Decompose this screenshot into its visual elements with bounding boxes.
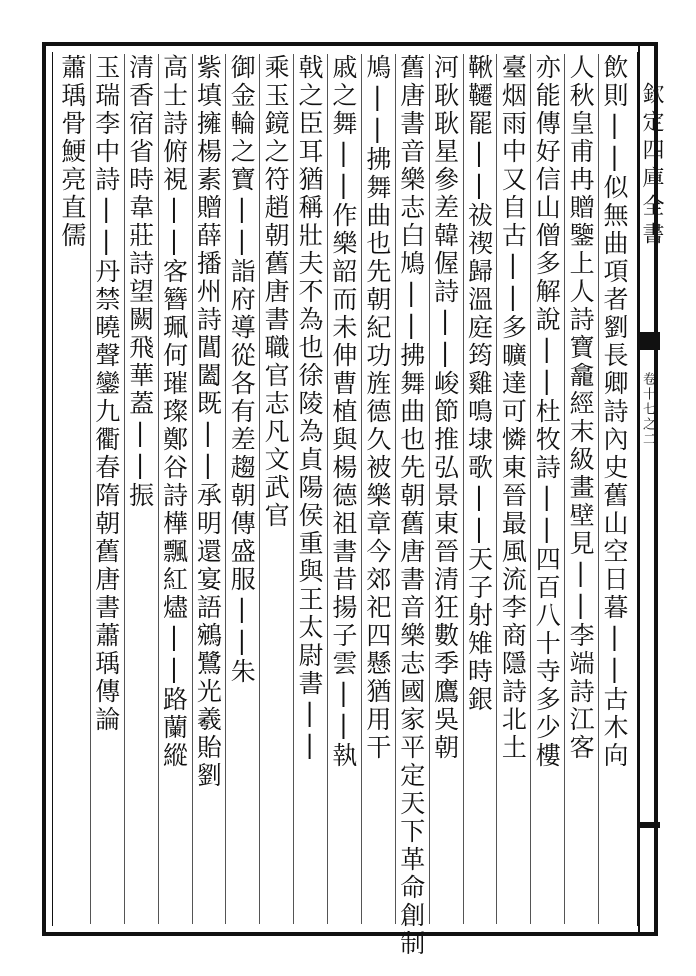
column-rule bbox=[429, 54, 430, 924]
column-rule bbox=[90, 54, 91, 924]
text-column: 戚之舞||作樂韶而未伸曹植與楊德祖書昔揚子雲||執 bbox=[328, 54, 358, 770]
column-rule bbox=[395, 54, 396, 924]
spine-mark-lower bbox=[640, 822, 660, 828]
text-column: 戟之臣耳猶稱壯夫不為也徐陵為貞陽侯重與王太尉書|| bbox=[295, 54, 325, 762]
text-column: 清香宿省時韋莊詩望闕飛華蓋||振 bbox=[125, 54, 155, 510]
text-column: 河耿耿星參差韓偓詩||峻節推弘景東晉清狂數季鷹吳朝 bbox=[430, 54, 460, 762]
column-rule bbox=[158, 54, 159, 924]
spine bbox=[638, 42, 664, 936]
text-column: 乘玉鏡之符趙朝舊唐書職官志凡文武官 bbox=[261, 54, 291, 530]
column-rule bbox=[496, 54, 497, 924]
text-column: 亦能傳好信山僧多解說||杜牧詩||四百八十寺多少樓 bbox=[532, 54, 562, 770]
column-rule bbox=[192, 54, 193, 924]
text-column: 飲則||似無曲項者劉長卿詩內史舊山空日暮||古木向 bbox=[599, 54, 629, 770]
column-rule bbox=[293, 54, 294, 924]
column-rule bbox=[530, 54, 531, 924]
volume-label: 卷十七之二 bbox=[640, 372, 655, 447]
column-rule bbox=[564, 54, 565, 924]
text-column: 高士詩俯視||客簪珮何璀璨鄭谷詩樺飄紅燼||路蘭縱 bbox=[159, 54, 189, 770]
column-rule bbox=[463, 54, 464, 924]
text-column: 蕭瑀骨鯁亮直儒 bbox=[57, 54, 87, 250]
text-column: 鞦韆罷||祓禊歸溫庭筠雞鳴埭歌||天子射雉時銀 bbox=[464, 54, 494, 714]
text-column: 御金輪之寶||詣府導從各有差趨朝傳盛服||朱 bbox=[227, 54, 257, 686]
text-column: 鳩||拂舞曲也先朝紀功旌德久被樂章今郊祀四懸猶用干 bbox=[362, 54, 392, 762]
column-rule bbox=[598, 54, 599, 924]
column-rule bbox=[124, 54, 125, 924]
text-column: 人秋皇甫冉贈鑒上人詩寶龕經末級畫壁見||李端詩江客 bbox=[566, 54, 596, 762]
text-column: 紫填擁楊素贈薛播州詩閶闔既||承明還宴語鵷鷺光羲貽劉 bbox=[193, 54, 223, 790]
column-rule bbox=[361, 54, 362, 924]
column-rule bbox=[225, 54, 226, 924]
spine-mark bbox=[640, 332, 660, 350]
column-rule bbox=[259, 54, 260, 924]
text-column: 臺烟雨中又自古||多曠達可憐東晉最風流李商隱詩北土 bbox=[498, 54, 528, 762]
text-column: 舊唐書音樂志白鳩||拂舞曲也先朝舊唐書音樂志國家平定天下革命創制 bbox=[396, 54, 426, 958]
text-column: 玉瑞李中詩||丹禁曉聲鑾九衢春隋朝舊唐書蕭瑀傳論 bbox=[91, 54, 121, 734]
column-rule bbox=[327, 54, 328, 924]
book-title: 欽定四庫全書 bbox=[639, 82, 664, 250]
